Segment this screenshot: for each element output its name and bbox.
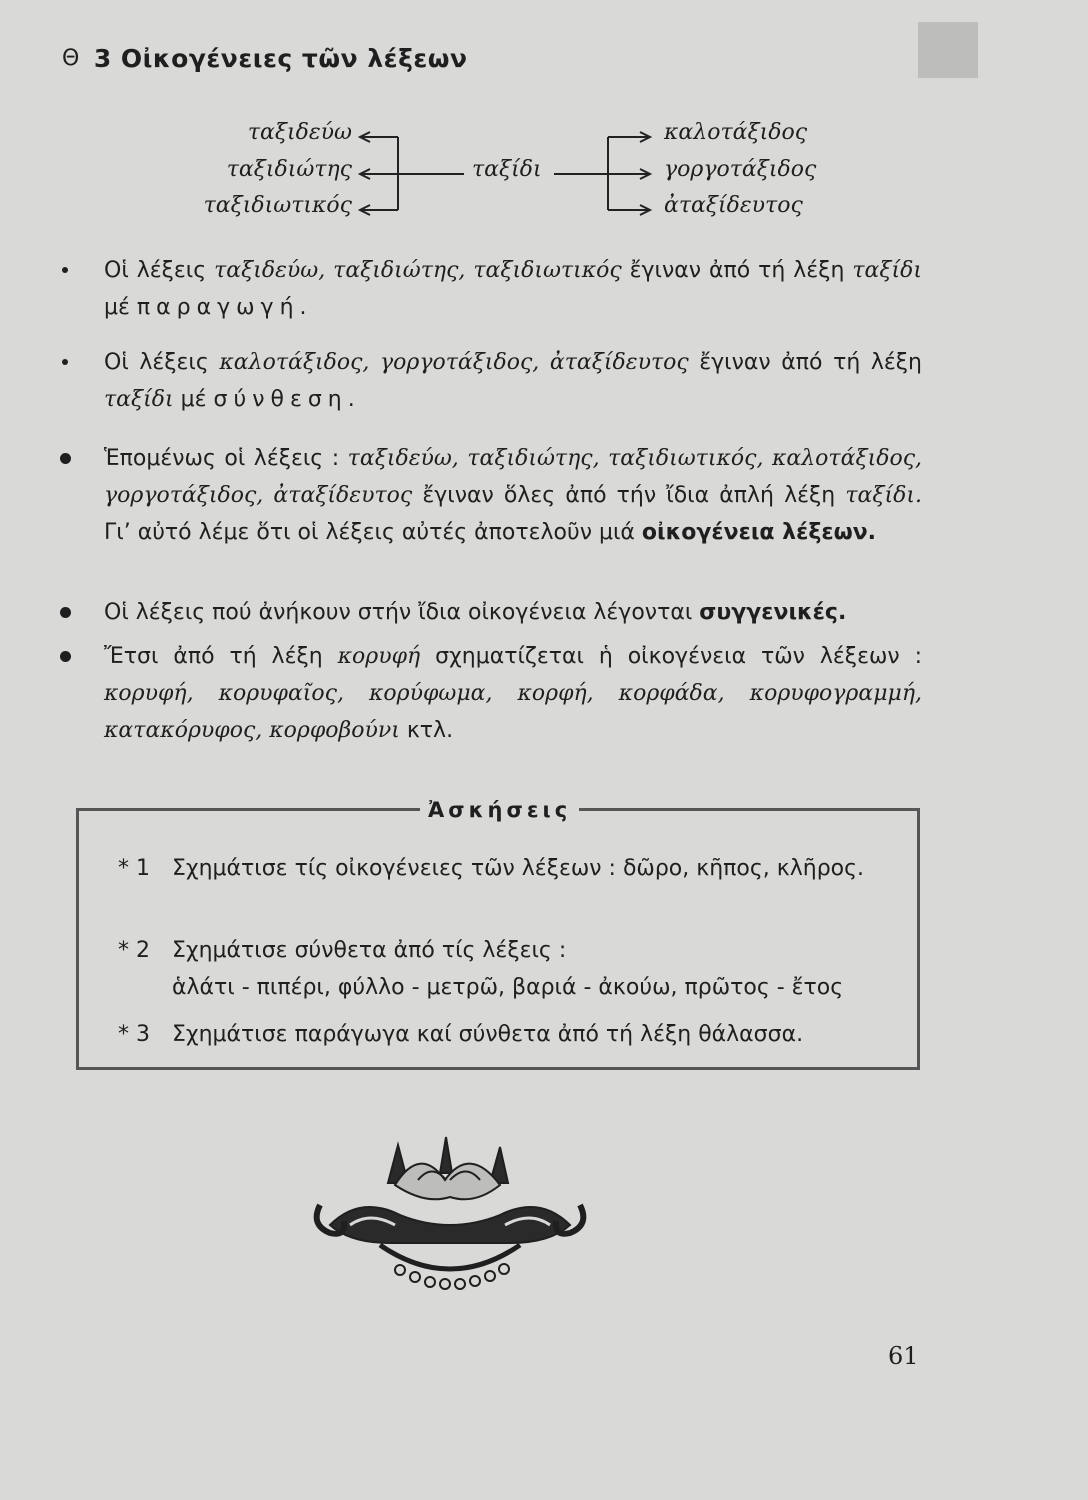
left-word-3: ταξιδιωτικός [203, 193, 352, 218]
word-family-diagram [0, 0, 1088, 240]
section-title-text: 3 Οἰκογένειες τῶν λέξεων [93, 44, 468, 73]
p4-text-a: Οἱ λέξεις πού ἀνήκουν στήν ἴδια οἰκογένεια λέγονται [104, 600, 700, 625]
paragraph-example-family [62, 638, 922, 749]
p5-italic-words: κορυφή, κορυφαῖος, κορύφωμα, κορφή, κορφάδα, κορυφογραμμή, κατακόρυφος, κορφοβούνι [104, 681, 922, 743]
p1-italic-root: ταξίδι [852, 258, 923, 283]
p2-text-e: μέ [173, 387, 214, 412]
decorative-ornament [300, 1125, 600, 1315]
root-word: ταξίδι [472, 157, 542, 182]
page-number: 61 [888, 1342, 919, 1370]
exercise-number: * 2 [118, 938, 150, 963]
p1-text-a: Οἱ λέξεις [104, 258, 215, 283]
p1-text-c: ἔγιναν ἀπό τή λέξη [621, 258, 853, 283]
p4-bold-term: συγγενικές. [699, 600, 847, 625]
p5-text-a: Ἔτσι ἀπό τή λέξη [104, 644, 338, 669]
exercise-text: Σχημάτισε παράγωγα καί σύνθετα ἀπό τή λέξη θάλασσα. [172, 1022, 804, 1047]
p3-text-a: Ἑπομένως οἱ λέξεις : [104, 446, 348, 471]
bullet-large [60, 607, 71, 618]
paragraph-derivation [62, 252, 922, 326]
section-mark: Θ [62, 46, 80, 71]
p3-text-e: Γι’ αὐτό λέμε ὅτι οἱ λέξεις αὐτές ἀποτελοῦν μιά [104, 520, 642, 545]
right-word-2: γοργοτάξιδος [664, 157, 817, 182]
p1-spaced-term: παραγωγή. [136, 295, 313, 320]
paragraph-family-definition [62, 440, 922, 551]
paragraph-related-words [62, 594, 922, 631]
exercises-heading: Ἀσκήσεις [420, 798, 579, 822]
paragraph-composition [62, 344, 922, 418]
p3-italic-root: ταξίδι. [845, 483, 923, 508]
p3-bold-term: οἰκογένεια λέξεων. [641, 520, 877, 545]
p1-text-e: μέ [104, 295, 137, 320]
left-word-1: ταξιδεύω [247, 120, 352, 145]
exercise-2 [118, 932, 898, 1006]
left-word-2: ταξιδιώτης [226, 157, 352, 182]
p3-italic-words: ταξιδεύω, ταξιδιώτης, ταξιδιωτικός, καλοτάξιδος, γοργοτάξιδος, ἀταξίδευτος [104, 446, 923, 508]
exercise-number: * 3 [118, 1022, 150, 1047]
p5-italic-root: κορυφή [337, 644, 421, 669]
p2-spaced-term: σύνθεση. [213, 387, 361, 412]
p2-italic-root: ταξίδι [104, 387, 174, 412]
p2-text-c: ἔγιναν ἀπό τή λέξη [688, 350, 922, 375]
p2-text-a: Οἱ λέξεις [104, 350, 220, 375]
right-word-1: καλοτάξιδος [664, 120, 808, 145]
exercise-text: Σχημάτισε σύνθετα ἀπό τίς λέξεις : [172, 938, 567, 963]
bullet-large [60, 453, 71, 464]
p1-italic-words: ταξιδεύω, ταξιδιώτης, ταξιδιωτικός [214, 258, 622, 283]
bullet-large [60, 651, 71, 662]
exercise-3 [118, 1016, 898, 1053]
p5-text-e: κτλ. [399, 718, 454, 743]
exercise-text: Σχημάτισε τίς οἰκογένειες τῶν λέξεων : δῶρο, κῆπος, κλῆρος. [172, 856, 865, 881]
exercise-word-pairs: ἁλάτι - πιπέρι, φύλλο - μετρῶ, βαριά - ἀκούω, πρῶτος - ἔτος [172, 975, 844, 1000]
bullet-small [62, 359, 68, 365]
exercise-number: * 1 [118, 856, 150, 881]
p3-text-c: ἔγιναν ὅλες ἀπό τήν ἴδια ἀπλή λέξη [412, 483, 846, 508]
exercise-1 [118, 850, 898, 887]
p5-text-c: σχηματίζεται ἡ οἰκογένεια τῶν λέξεων : [420, 644, 923, 669]
bullet-small [62, 267, 68, 273]
right-word-3: ἀταξίδευτος [664, 193, 803, 218]
p2-italic-words: καλοτάξιδος, γοργοτάξιδος, ἀταξίδευτος [219, 350, 689, 375]
